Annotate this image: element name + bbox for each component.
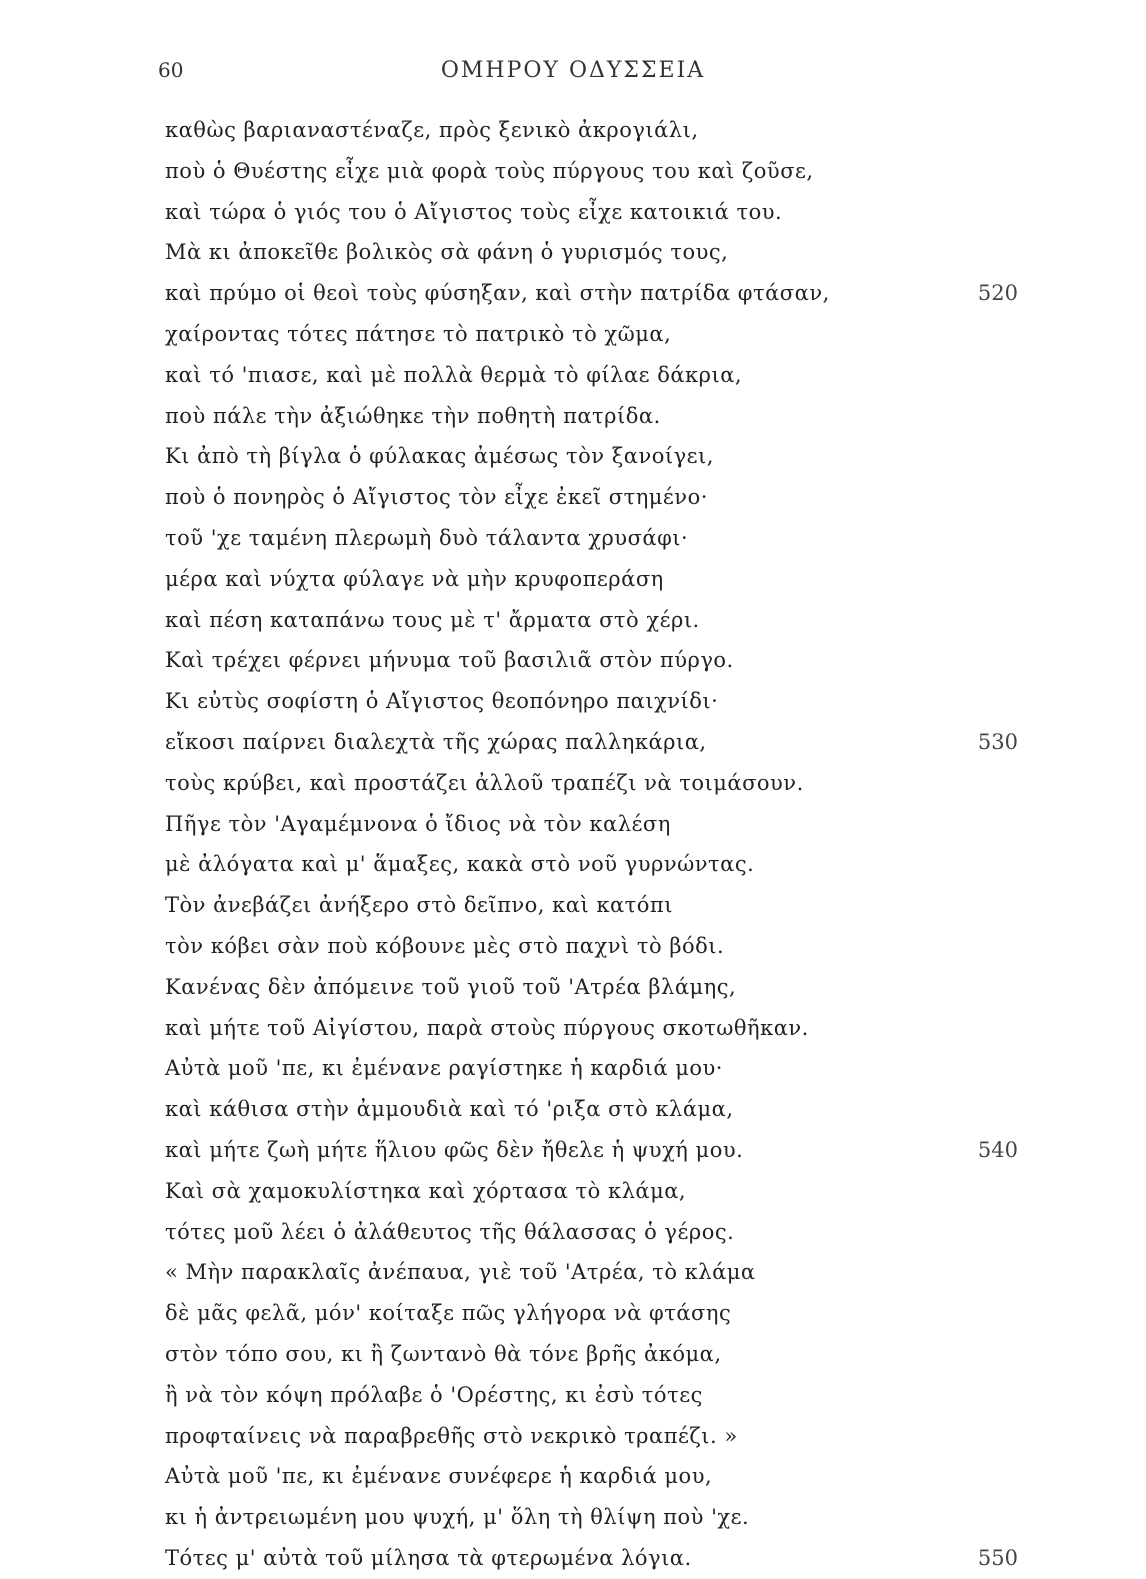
verse-line xyxy=(0,763,1146,804)
verse-line xyxy=(0,1048,1146,1089)
verse-line xyxy=(0,1171,1146,1212)
verse-text: καὶ τώρα ὁ γιός του ὁ Αἴγιστος τοὺς εἶχε κατοικιά του. xyxy=(165,199,783,224)
verse-line xyxy=(0,232,1146,273)
verse-text: Μὰ κι ἀποκεῖθε βολικὸς σὰ φάνη ὁ γυρισμός τους, xyxy=(165,240,729,265)
verse-text: ποὺ πάλε τὴν ἀξιώθηκε τὴν ποθητὴ πατρίδα. xyxy=(165,403,661,428)
verse-line xyxy=(0,804,1146,845)
verse-line xyxy=(0,1212,1146,1253)
verse-text: μὲ ἀλόγατα καὶ μ' ἅμαξες, κακὰ στὸ νοῦ γυρνώντας. xyxy=(165,852,755,877)
verse-text: καὶ τό 'πιασε, καὶ μὲ πολλὰ θερμὰ τὸ φίλαε δάκρια, xyxy=(165,362,743,387)
verse-text: Πῆγε τὸν 'Αγαμέμνονα ὁ ἴδιος νὰ τὸν καλέση xyxy=(165,811,671,836)
verse-line xyxy=(0,1008,1146,1049)
running-head xyxy=(0,58,1146,92)
verse-text: κι ἡ ἀντρειωμένη μου ψυχή, μ' ὅλη τὴ θλίψη ποὺ 'χε. xyxy=(165,1505,750,1530)
verse-text: χαίροντας τότες πάτησε τὸ πατρικὸ τὸ χῶμα, xyxy=(165,321,672,346)
verse-line xyxy=(0,1497,1146,1538)
verse-text: καθὼς βαριαναστέναζε, πρὸς ξενικὸ ἀκρογιάλι, xyxy=(165,118,699,142)
verse-text: καὶ μήτε τοῦ Αἰγίστου, παρὰ στοὺς πύργους σκοτωθῆκαν. xyxy=(165,1015,809,1040)
verse-text: δὲ μᾶς φελᾶ, μόν' κοίταξε πῶς γλήγορα νὰ φτάσης xyxy=(165,1301,732,1326)
page-number: 60 xyxy=(158,58,184,82)
verse-line xyxy=(0,314,1146,355)
verse-line xyxy=(0,1130,1146,1171)
verse-line xyxy=(0,273,1146,314)
line-number: 540 xyxy=(977,1137,1018,1162)
verse-text: τοῦ 'χε ταμένη πλερωμὴ δυὸ τάλαντα χρυσάφι· xyxy=(165,525,689,550)
verse-text: προφταίνεις νὰ παραβρεθῆς στὸ νεκρικὸ τραπέζι. » xyxy=(165,1423,738,1448)
verse-text: Αὐτὰ μοῦ 'πε, κι ἐμένανε συνέφερε ἡ καρδιά μου, xyxy=(165,1464,713,1489)
verse-line xyxy=(0,110,1146,151)
verse-text: Κι εὐτὺς σοφίστη ὁ Αἴγιστος θεοπόνηρο παιχνίδι· xyxy=(165,689,719,714)
line-number: 520 xyxy=(977,281,1018,306)
verse-text: καὶ κάθισα στὴν ἀμμουδιὰ καὶ τό 'ριξα στὸ κλάμα, xyxy=(165,1097,734,1122)
verse-line xyxy=(0,396,1146,437)
verse-text: Τὸν ἀνεβάζει ἀνήξερο στὸ δεῖπνο, καὶ κατόπι xyxy=(165,893,673,918)
verse-text: ποὺ ὁ πονηρὸς ὁ Αἴγιστος τὸν εἶχε ἐκεῖ στημένο· xyxy=(165,485,708,510)
verse-line xyxy=(0,1293,1146,1334)
verse-text: εἴκοσι παίρνει διαλεχτὰ τῆς χώρας παλληκάρια, xyxy=(165,729,707,754)
verse-line xyxy=(0,559,1146,600)
verse-text: στὸν τόπο σου, κι ἢ ζωντανὸ θὰ τόνε βρῆς ἀκόμα, xyxy=(165,1341,722,1366)
verse-line xyxy=(0,1252,1146,1293)
line-number: 550 xyxy=(977,1545,1018,1570)
verse-text: Καὶ τρέχει φέρνει μήνυμα τοῦ βασιλιᾶ στὸν πύργο. xyxy=(165,648,734,673)
page-title: ΟΜΗΡΟΥ ΟΔΥΣΣΕΙΑ xyxy=(440,58,706,83)
verse-text: Καὶ σὰ χαμοκυλίστηκα καὶ χόρτασα τὸ κλάμα, xyxy=(165,1178,687,1203)
verse-line xyxy=(0,1089,1146,1130)
verse-text: « Μὴν παρακλαῖς ἀνέπαυα, γιὲ τοῦ 'Ατρέα, τὸ κλάμα xyxy=(165,1260,756,1285)
verse-text: μέρα καὶ νύχτα φύλαγε νὰ μὴν κρυφοπεράση xyxy=(165,566,664,591)
verse-line xyxy=(0,967,1146,1008)
verse-text: Αὐτὰ μοῦ 'πε, κι ἐμένανε ραγίστηκε ἡ καρδιά μου· xyxy=(165,1056,723,1081)
verse-line xyxy=(0,722,1146,763)
verse-text: καὶ μήτε ζωὴ μήτε ἥλιου φῶς δὲν ἤθελε ἡ ψυχή μου. xyxy=(165,1137,744,1162)
verse-line xyxy=(0,355,1146,396)
verse-text: τότες μοῦ λέει ὁ ἀλάθευτος τῆς θάλασσας ὁ γέρος. xyxy=(165,1219,735,1244)
verse-line xyxy=(0,436,1146,477)
verse-text: τοὺς κρύβει, καὶ προστάζει ἀλλοῦ τραπέζι νὰ τοιμάσουν. xyxy=(165,770,804,795)
verse-line xyxy=(0,151,1146,192)
verse-text: Κι ἀπὸ τὴ βίγλα ὁ φύλακας ἀμέσως τὸν ξανοίγει, xyxy=(165,444,714,469)
verse-line xyxy=(0,885,1146,926)
verse-line xyxy=(0,640,1146,681)
verse-text: ποὺ ὁ Θυέστης εἶχε μιὰ φορὰ τοὺς πύργους του καὶ ζοῦσε, xyxy=(165,158,814,183)
verse-line xyxy=(0,1334,1146,1375)
verse-line xyxy=(0,1375,1146,1416)
verse-line xyxy=(0,844,1146,885)
verse-text: Κανένας δὲν ἀπόμεινε τοῦ γιοῦ τοῦ 'Ατρέα βλάμης, xyxy=(165,974,737,999)
verse-text: καὶ πρύμο οἱ θεοὶ τοὺς φύσηξαν, καὶ στὴν πατρίδα φτάσαν, xyxy=(165,281,830,306)
line-number: 530 xyxy=(977,729,1018,754)
verse-line xyxy=(0,518,1146,559)
verse-line xyxy=(0,681,1146,722)
verse-text: καὶ πέση καταπάνω τους μὲ τ' ἄρματα στὸ χέρι. xyxy=(165,607,700,632)
verse-line xyxy=(0,1456,1146,1497)
verse-text: Τότες μ' αὐτὰ τοῦ μίλησα τὰ φτερωμένα λόγια. xyxy=(165,1545,692,1570)
verse-text: ἢ νὰ τὸν κόψη πρόλαβε ὁ 'Ορέστης, κι ἐσὺ τότες xyxy=(165,1382,703,1407)
poem-text xyxy=(0,110,1146,1579)
verse-line xyxy=(0,1416,1146,1457)
verse-line xyxy=(0,926,1146,967)
verse-line xyxy=(0,600,1146,641)
verse-line xyxy=(0,1538,1146,1579)
verse-line xyxy=(0,192,1146,233)
verse-text: τὸν κόβει σὰν ποὺ κόβουνε μὲς στὸ παχνὶ τὸ βόδι. xyxy=(165,933,725,958)
verse-line xyxy=(0,477,1146,518)
